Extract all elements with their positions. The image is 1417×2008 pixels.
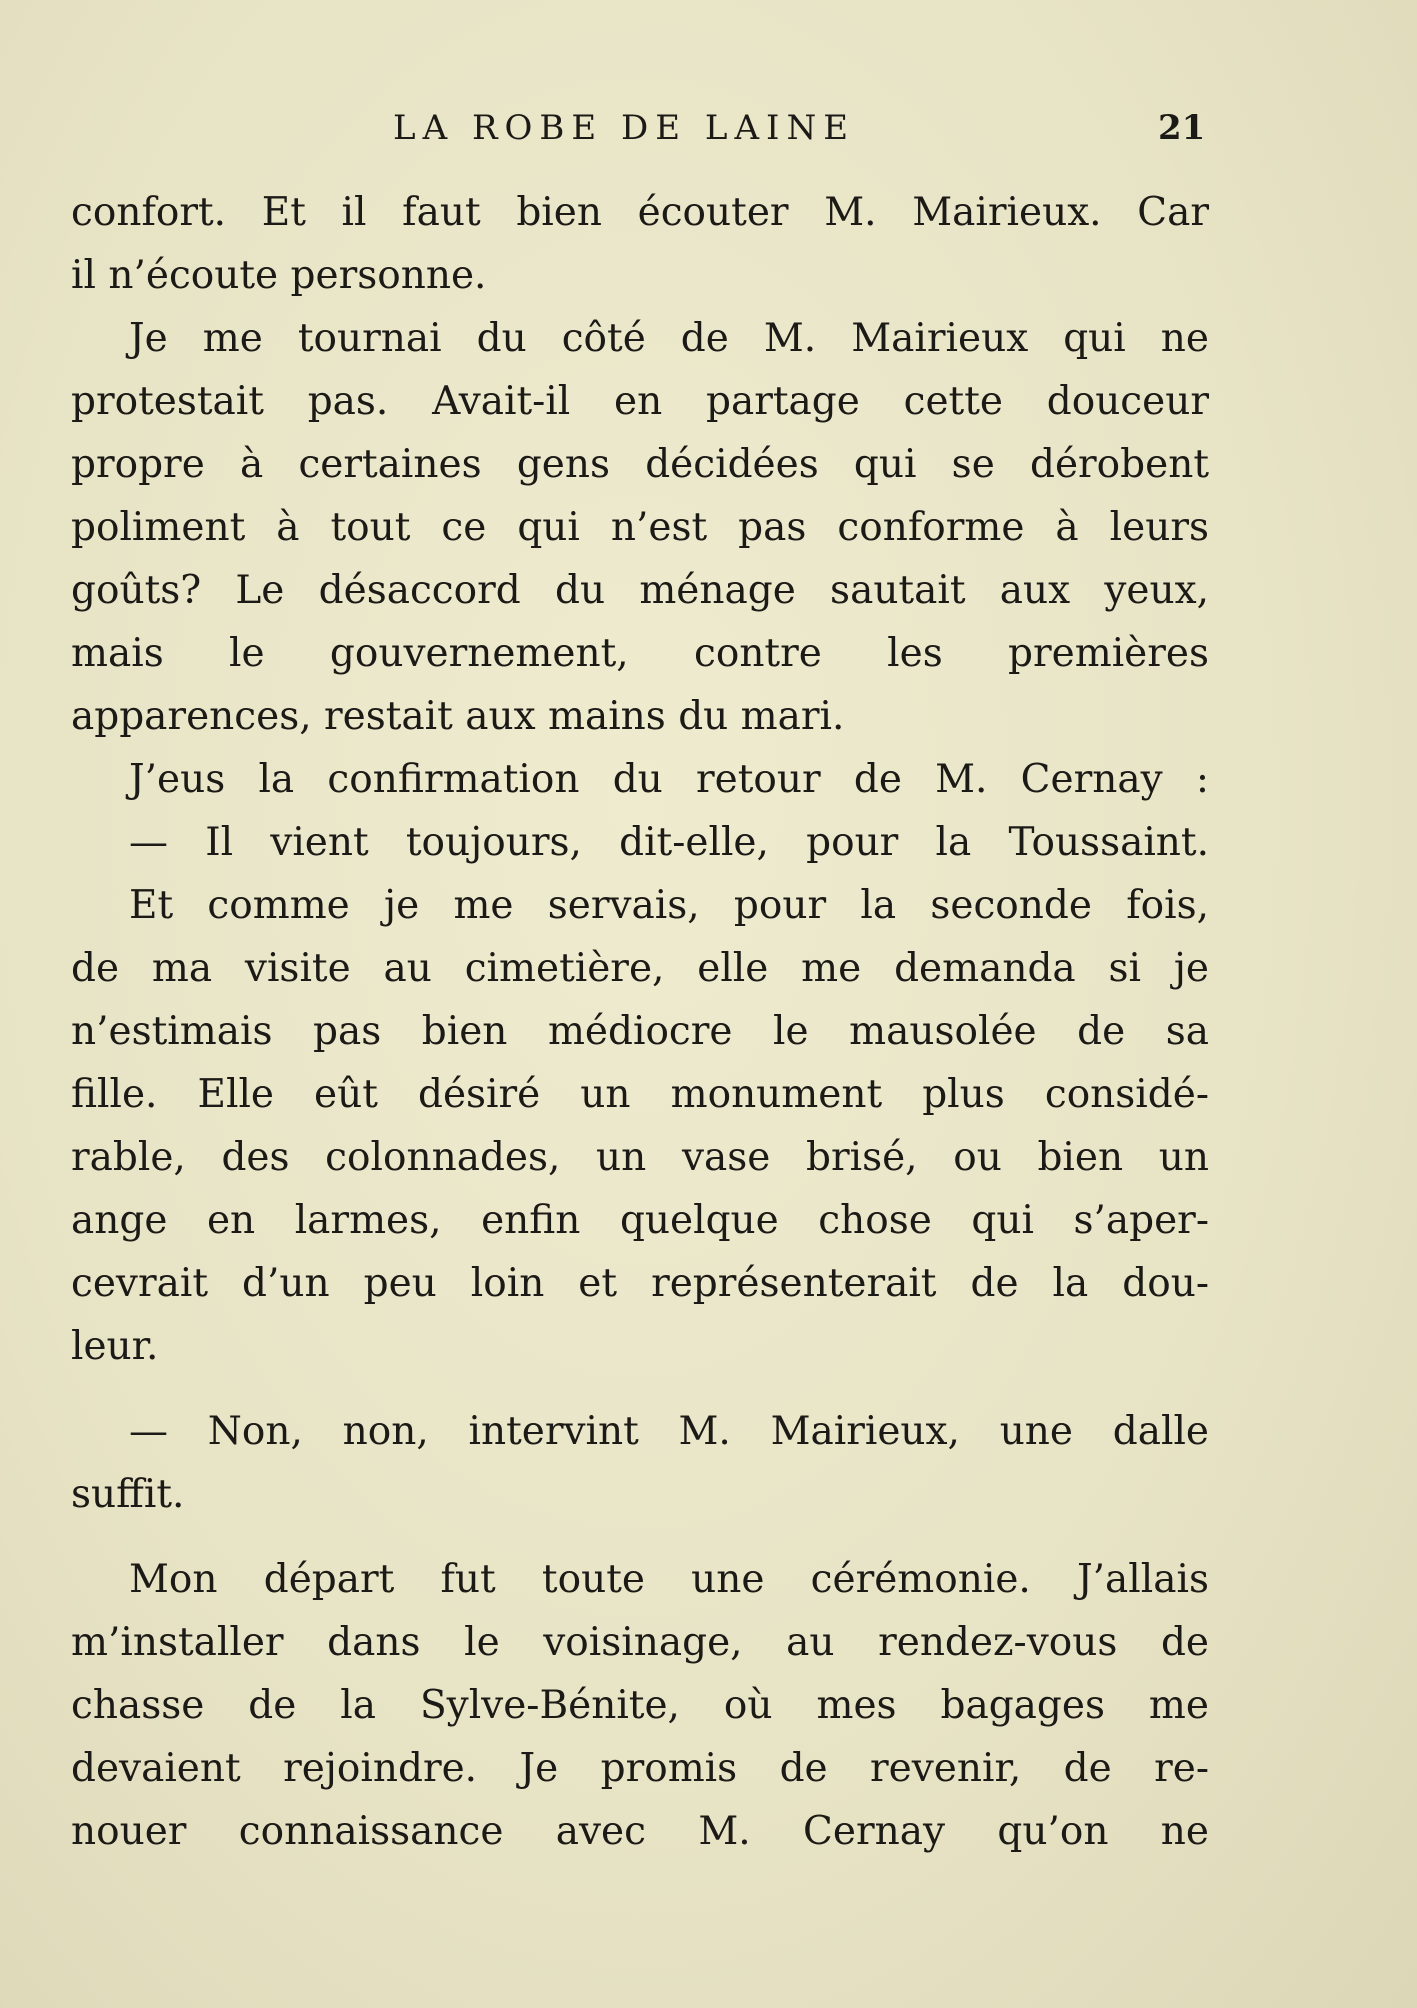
page-number: 21 [1158, 108, 1206, 148]
text-line: ange en larmes, enfin quelque chose qui s’aper- [71, 1198, 1209, 1243]
text-line: devaient rejoindre. Je promis de revenir, de re- [71, 1746, 1209, 1791]
text-line: protestait pas. Avait-il en partage cette douceur [71, 379, 1209, 424]
text-line: mais le gouvernement, contre les premières [71, 631, 1209, 676]
text-line: Et comme je me servais, pour la seconde fois, [129, 883, 1209, 928]
text-line: nouer connaissance avec M. Cernay qu’on ne [71, 1809, 1209, 1854]
text-line: n’estimais pas bien médiocre le mausolée de sa [71, 1009, 1209, 1054]
running-head [0, 108, 1417, 156]
text-line: goûts? Le désaccord du ménage sautait aux yeux, [71, 568, 1209, 613]
text-line: rable, des colonnades, un vase brisé, ou bien un [71, 1135, 1209, 1180]
running-title: LA ROBE DE LAINE [393, 108, 856, 148]
text-line: — Non, non, intervint M. Mairieux, une dalle [129, 1409, 1209, 1454]
text-line: apparences, restait aux mains du mari. [71, 694, 845, 739]
text-line: poliment à tout ce qui n’est pas conforme à leurs [71, 505, 1209, 550]
text-line: chasse de la Sylve-Bénite, où mes bagages me [71, 1683, 1209, 1728]
text-line: — Il vient toujours, dit-elle, pour la Toussaint. [129, 820, 1209, 865]
text-line: J’eus la confirmation du retour de M. Cernay : [129, 757, 1209, 802]
text-line: cevrait d’un peu loin et représenterait de la dou- [71, 1261, 1209, 1306]
text-line: propre à certaines gens décidées qui se dérobent [71, 442, 1209, 487]
text-line: suffit. [71, 1472, 185, 1517]
text-line: Mon départ fut toute une cérémonie. J’allais [129, 1557, 1209, 1602]
text-line: Je me tournai du côté de M. Mairieux qui ne [129, 316, 1209, 361]
body-text [71, 181, 1209, 1863]
text-line: il n’écoute personne. [71, 253, 487, 298]
text-line: fille. Elle eût désiré un monument plus considé- [71, 1072, 1209, 1117]
text-line: leur. [71, 1324, 159, 1369]
text-line: de ma visite au cimetière, elle me demanda si je [71, 946, 1209, 991]
text-line: confort. Et il faut bien écouter M. Mairieux. Car [71, 190, 1209, 235]
text-line: m’installer dans le voisinage, au rendez-vous de [71, 1620, 1209, 1665]
